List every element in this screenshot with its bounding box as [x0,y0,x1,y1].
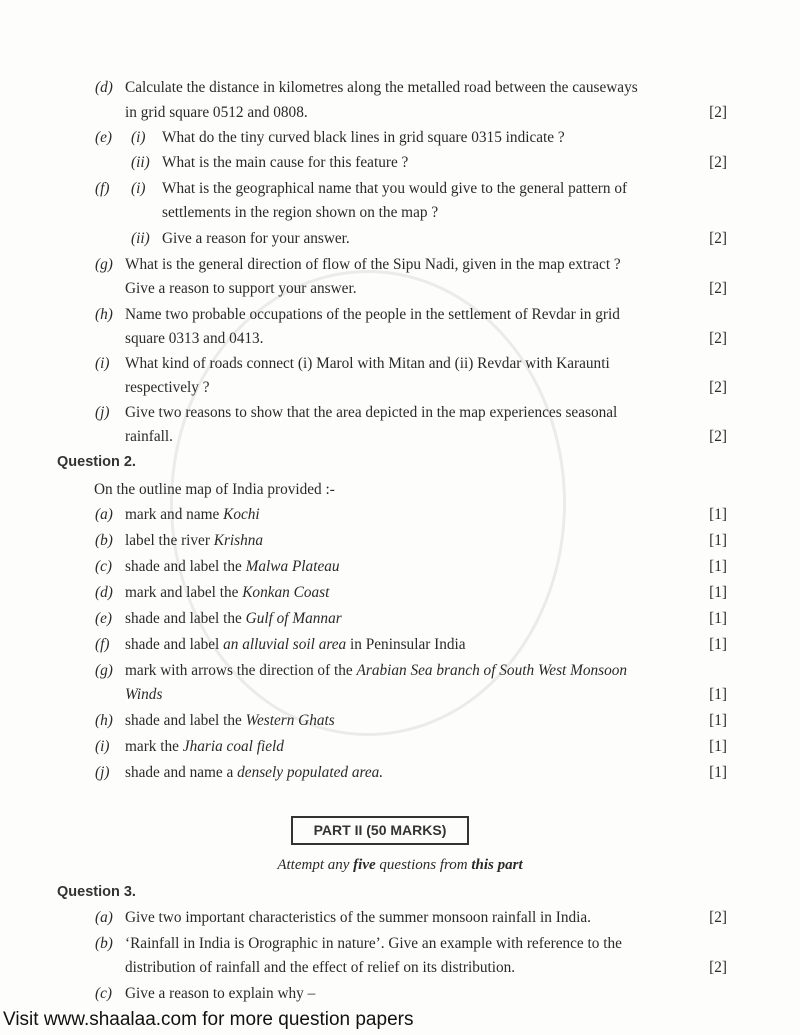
text-segment: mark and label the [125,584,243,601]
part-2-title: PART II (50 MARKS) [291,816,469,845]
question-line [0,762,800,784]
text-segment: ‘Rainfall in India is Orographic in nature’. Give an example with reference to the [125,935,622,952]
text-segment: in grid square 0512 and 0808. [125,104,308,121]
question-line [0,504,800,526]
item-text [125,933,622,955]
text-segment: What is the general direction of flow of the Sipu Nadi, given in the map extract ? [125,256,621,273]
text-segment: rainfall. [125,428,173,445]
question-line [0,228,800,250]
item-label: (f) [95,636,110,653]
item-label: (f) [95,180,110,197]
question-line [0,102,800,124]
item-label: (a) [95,909,113,926]
text-segment: mark and name [125,506,224,523]
item-text [125,353,610,375]
question-3-heading: Question 3. [57,884,136,900]
marks: [1] [709,636,727,653]
text-segment: Gulf of Mannar [245,610,342,627]
text-segment: Give two reasons to show that the area depicted in the map experiences seasonal [125,404,618,421]
item-text [125,608,342,630]
item-text [125,710,335,732]
question-line [0,377,800,399]
item-text [125,634,466,656]
question-line [0,660,800,682]
text-segment: settlements in the region shown on the map ? [162,204,439,221]
item-label: (c) [95,558,112,575]
marks: [1] [709,610,727,627]
text-segment: Western Ghats [245,712,335,729]
text-segment: shade and label the [125,558,246,575]
question-line [0,278,800,300]
text-segment: Jharia coal field [182,738,284,755]
footer-link[interactable]: Visit www.shaalaa.com for more question papers [3,1009,414,1030]
question-2-intro-text: On the outline map of India provided :- [94,481,335,498]
marks: [1] [709,584,727,601]
item-text [125,736,284,758]
question-line [0,582,800,604]
text-segment: mark with arrows the direction of the [125,662,357,679]
text-segment: Krishna [213,532,264,549]
part-2-instruction [0,857,800,874]
question-line [0,608,800,630]
text-segment: shade and label [125,636,224,653]
item-label: (j) [95,404,110,421]
marks: [1] [709,558,727,575]
text-segment: What do the tiny curved black lines in grid square 0315 indicate ? [162,129,565,146]
item-label: (c) [95,985,112,1002]
question-line [0,178,800,200]
sub-item-label: (ii) [131,230,150,247]
marks: [2] [709,280,727,297]
question-line [0,710,800,732]
text-segment: mark the [125,738,183,755]
question-line [0,152,800,174]
item-text [125,660,627,682]
question-line [0,907,800,929]
item-text [162,127,565,149]
item-text [125,402,617,424]
question-line [0,77,800,99]
text-segment: Give two important characteristics of the summer monsoon rainfall in India. [125,909,592,926]
item-label: (j) [95,764,110,781]
text-segment: What kind of roads connect (i) Marol with Mitan and (ii) Revdar with Karaunti [125,355,610,372]
marks: [2] [709,959,727,976]
sub-item-label: (i) [131,180,146,197]
text-segment: distribution of rainfall and the effect of relief on its distribution. [125,959,516,976]
item-text [162,202,438,224]
question-line [0,983,800,1005]
question-line [0,426,800,448]
question-line [0,353,800,375]
item-text [125,504,260,526]
text-segment: shade and label the [125,712,246,729]
sub-item-label: (i) [131,129,146,146]
marks: [2] [709,428,727,445]
marks: [1] [709,532,727,549]
item-label: (g) [95,662,113,679]
text-segment: respectively ? [125,379,210,396]
marks: [1] [709,712,727,729]
text-segment: Attempt any [277,857,354,873]
text-segment: What is the main cause for this feature ? [162,154,409,171]
item-text [125,530,263,552]
text-segment: Calculate the distance in kilometres along the metalled road between the causeways [125,79,638,96]
question-line [0,304,800,326]
item-text [125,907,591,929]
text-segment: Winds [125,686,163,703]
item-label: (b) [95,532,113,549]
item-label: (h) [95,306,113,323]
question-line [0,634,800,656]
item-label: (g) [95,256,113,273]
item-label: (i) [95,355,110,372]
marks: [1] [709,764,727,781]
item-text [162,228,350,250]
marks: [2] [709,379,727,396]
text-segment: Kochi [223,506,260,523]
marks: [1] [709,686,727,703]
text-segment: square 0313 and 0413. [125,330,264,347]
marks: [2] [709,909,727,926]
marks: [2] [709,230,727,247]
question-line [0,202,800,224]
item-text [125,582,329,604]
question-line [0,328,800,350]
text-segment: an alluvial soil area [223,636,347,653]
question-line [0,254,800,276]
item-text [162,178,627,200]
text-segment: Konkan Coast [242,584,330,601]
question-line [0,127,800,149]
text-segment: Malwa Plateau [245,558,340,575]
item-text [125,426,173,448]
item-text [125,278,357,300]
question-2-intro [0,479,800,501]
item-text [125,556,340,578]
item-label: (a) [95,506,113,523]
text-segment: Give a reason to explain why – [125,985,316,1002]
item-text [125,304,620,326]
item-text [125,102,308,124]
text-segment: questions from [375,857,472,873]
text-segment: label the river [125,532,214,549]
item-label: (e) [95,610,112,627]
question-line [0,933,800,955]
text-segment: shade and name a [125,764,238,781]
text-segment: Give a reason to support your answer. [125,280,357,297]
question-line [0,402,800,424]
item-text [125,762,383,784]
question-line [0,736,800,758]
item-text [125,983,315,1005]
item-text [162,152,408,174]
item-text [125,377,210,399]
marks: [2] [709,330,727,347]
question-2-heading: Question 2. [57,454,136,470]
item-label: (d) [95,584,113,601]
text-segment: Give a reason for your answer. [162,230,350,247]
text-segment: shade and label the [125,610,246,627]
item-text [125,684,162,706]
question-line [0,684,800,706]
item-label: (e) [95,129,112,146]
marks: [1] [709,506,727,523]
question-line [0,957,800,979]
text-segment: in Peninsular India [346,636,466,653]
item-label: (b) [95,935,113,952]
item-text [125,254,621,276]
text-segment: What is the geographical name that you would give to the general pattern of [162,180,628,197]
marks: [2] [709,104,727,121]
text-segment: Arabian Sea branch of South West Monsoon [356,662,628,679]
text-segment: five [353,857,376,873]
item-label: (h) [95,712,113,729]
text-segment: this part [471,857,523,873]
item-label: (d) [95,79,113,96]
item-text [125,328,264,350]
marks: [2] [709,154,727,171]
text-segment: densely populated area. [237,764,384,781]
item-text [125,957,515,979]
question-line [0,556,800,578]
question-line [0,530,800,552]
sub-item-label: (ii) [131,154,150,171]
item-label: (i) [95,738,110,755]
item-text [125,77,638,99]
marks: [1] [709,738,727,755]
text-segment: Name two probable occupations of the people in the settlement of Revdar in grid [125,306,620,323]
